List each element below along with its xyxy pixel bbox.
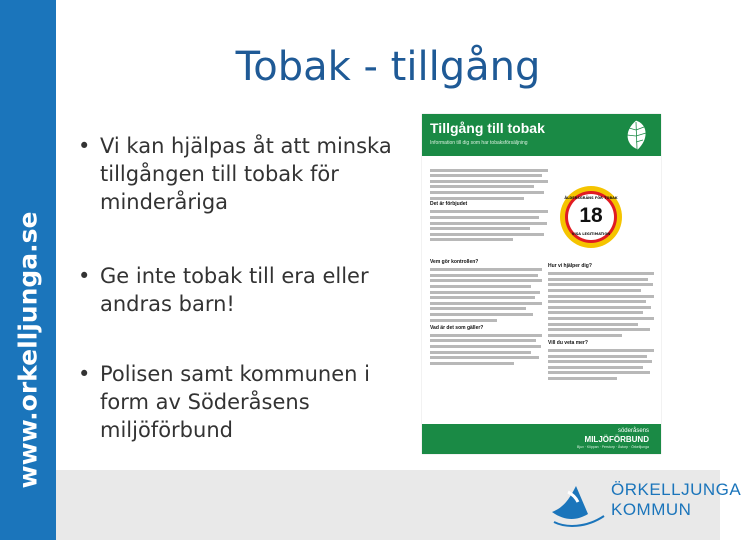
flyer-footer [422,424,661,454]
tobacco-flyer-image [422,114,661,454]
flyer-heading: Vad är det som gäller? [430,324,484,331]
municipality-logo-icon [548,472,610,534]
flyer-heading: Vill du veta mer? [548,339,588,346]
bullet-list [74,128,394,444]
bullet-item: • Polisen samt kommunen i form av Söderåsens miljöförbund [74,360,394,444]
flyer-heading: Det är förbjudet [430,201,468,208]
flyer-text-block [430,260,542,367]
tobacco-leaf-icon [620,118,652,152]
flyer-text-block [430,166,548,244]
flyer-heading: Vem gör kontrollen? [430,259,479,265]
flyer-title: Tillgång till tobak [430,120,545,136]
footer-org-sub: söderåsens [617,428,649,434]
left-sidebar [0,0,56,540]
bullet-item: • Ge inte tobak till era eller andras barn! [74,262,394,318]
flyer-heading: Hur vi hjälper dig? [548,263,592,269]
flyer-header [422,114,661,156]
footer-municipalities: Bjuv · Klippan · Perstorp · Åstorp · Örkelljunga [577,445,649,449]
sign-number: 18 [579,204,603,227]
logo-text-line2: KOMMUN [611,500,692,519]
sign-top-text: ÅLDERSGRÄNS FÖR TOBAK [564,196,618,200]
slide-title: Tobak - tillgång [235,44,541,90]
website-url: www.orkelljunga.se [13,211,43,489]
logo-text-line1: ÖRKELLJUNGA [611,480,741,499]
footer-org-name: MILJÖFÖRBUND [584,435,649,444]
sign-bottom-text: VISA LEGITIMATION [571,232,611,236]
flyer-text-block [548,264,654,382]
flyer-subtitle: Information till dig som har tobaksförsäljning [430,140,528,146]
age-limit-sign [560,186,622,248]
bullet-item: • Vi kan hjälpas åt att minska tillgången till tobak för minderåriga [74,132,394,216]
